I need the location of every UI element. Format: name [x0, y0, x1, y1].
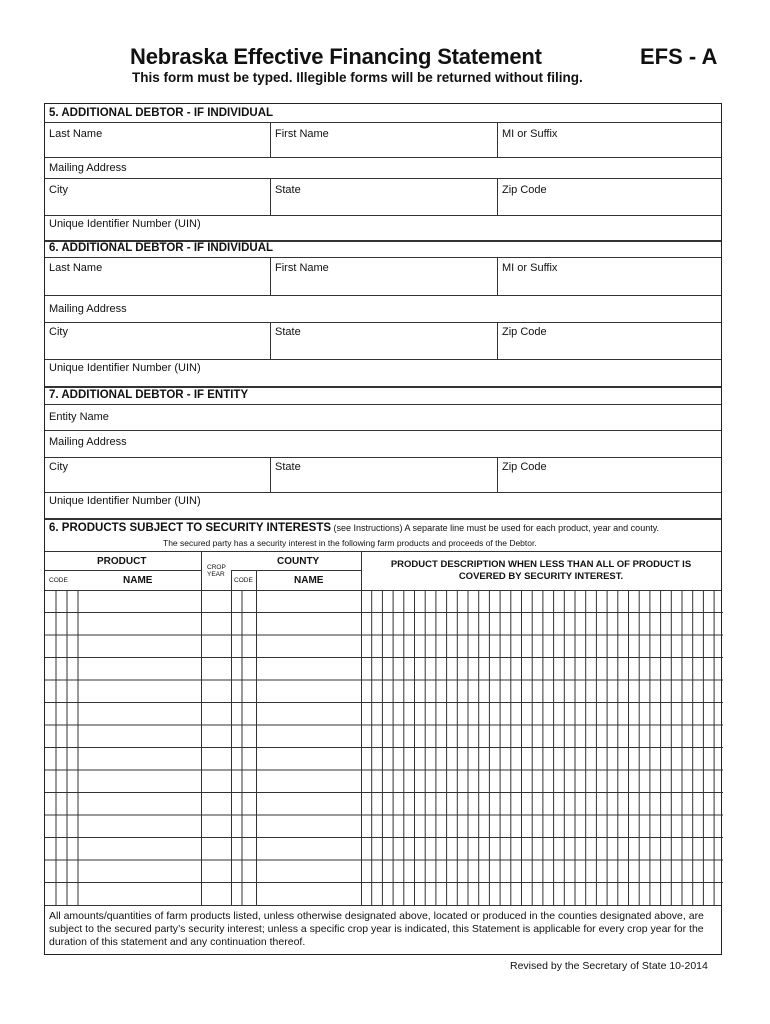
s7-uin-field[interactable]: Unique Identifier Number (UIN) [49, 495, 201, 507]
s6-last-name-field[interactable]: Last Name [49, 262, 103, 274]
s7-state-field[interactable]: State [275, 461, 301, 473]
s5-mi-suffix-field[interactable]: MI or Suffix [502, 128, 558, 140]
section-7-heading: 7. ADDITIONAL DEBTOR - IF ENTITY [49, 389, 249, 401]
s5-mailing-address-field[interactable]: Mailing Address [49, 162, 127, 174]
s5-zip-field[interactable]: Zip Code [502, 184, 547, 196]
col-product-name-header: NAME [123, 575, 153, 586]
col-description-header: PRODUCT DESCRIPTION WHEN LESS THAN ALL OF PRODUCT IS COVERED BY SECURITY INTEREST. [390, 559, 692, 582]
form-body [44, 103, 722, 955]
s7-entity-name-field[interactable]: Entity Name [49, 411, 109, 423]
s5-state-field[interactable]: State [275, 184, 301, 196]
s6-mailing-address-field[interactable]: Mailing Address [49, 303, 127, 315]
col-product-code-header: CODE [49, 577, 68, 584]
s5-first-name-field[interactable]: First Name [275, 128, 329, 140]
revision-note: Revised by the Secretary of State 10-2014 [510, 960, 708, 972]
products-heading-note: (see Instructions) A separate line must be used for each product, year and county. [331, 523, 660, 533]
s7-city-field[interactable]: City [49, 461, 68, 473]
s6-mi-suffix-field[interactable]: MI or Suffix [502, 262, 558, 274]
products-grid[interactable] [45, 590, 723, 906]
form-code: EFS - A [640, 44, 718, 69]
section-6-debtor-heading: 6. ADDITIONAL DEBTOR - IF INDIVIDUAL [49, 242, 274, 254]
section-5-heading: 5. ADDITIONAL DEBTOR - IF INDIVIDUAL [49, 107, 274, 119]
s5-city-field[interactable]: City [49, 184, 68, 196]
s6-state-field[interactable]: State [275, 326, 301, 338]
s6-uin-field[interactable]: Unique Identifier Number (UIN) [49, 362, 201, 374]
col-crop-header: CROP [207, 564, 226, 571]
products-heading: 6. PRODUCTS SUBJECT TO SECURITY INTERESTS (see Instructions) A separate line must be used for each product, year and county. [49, 522, 660, 534]
s5-uin-field[interactable]: Unique Identifier Number (UIN) [49, 218, 201, 230]
form-subtitle: This form must be typed. Illegible forms will be returned without filing. [132, 70, 583, 85]
s7-zip-field[interactable]: Zip Code [502, 461, 547, 473]
form-title: Nebraska Effective Financing Statement [130, 44, 542, 69]
s6-first-name-field[interactable]: First Name [275, 262, 329, 274]
col-county-code-header: CODE [234, 577, 253, 584]
s5-last-name-field[interactable]: Last Name [49, 128, 103, 140]
col-county-header: COUNTY [277, 556, 320, 567]
s6-city-field[interactable]: City [49, 326, 68, 338]
col-product-header: PRODUCT [97, 556, 147, 567]
col-year-header: YEAR [207, 571, 225, 578]
secured-party-line: The secured party has a security interest in the following farm products and proceeds of the Debtor. [163, 538, 537, 548]
s6-zip-field[interactable]: Zip Code [502, 326, 547, 338]
s7-mailing-address-field[interactable]: Mailing Address [49, 436, 127, 448]
col-county-name-header: NAME [294, 575, 324, 586]
products-footnote: All amounts/quantities of farm products listed, unless otherwise designated above, located or produced in the counties designated above, are subject to the secured party’s security interest; unless a specific crop year is indicated, this Statement is applicable for every crop year for the duration of this statement and any continuation thereof. [49, 910, 704, 948]
